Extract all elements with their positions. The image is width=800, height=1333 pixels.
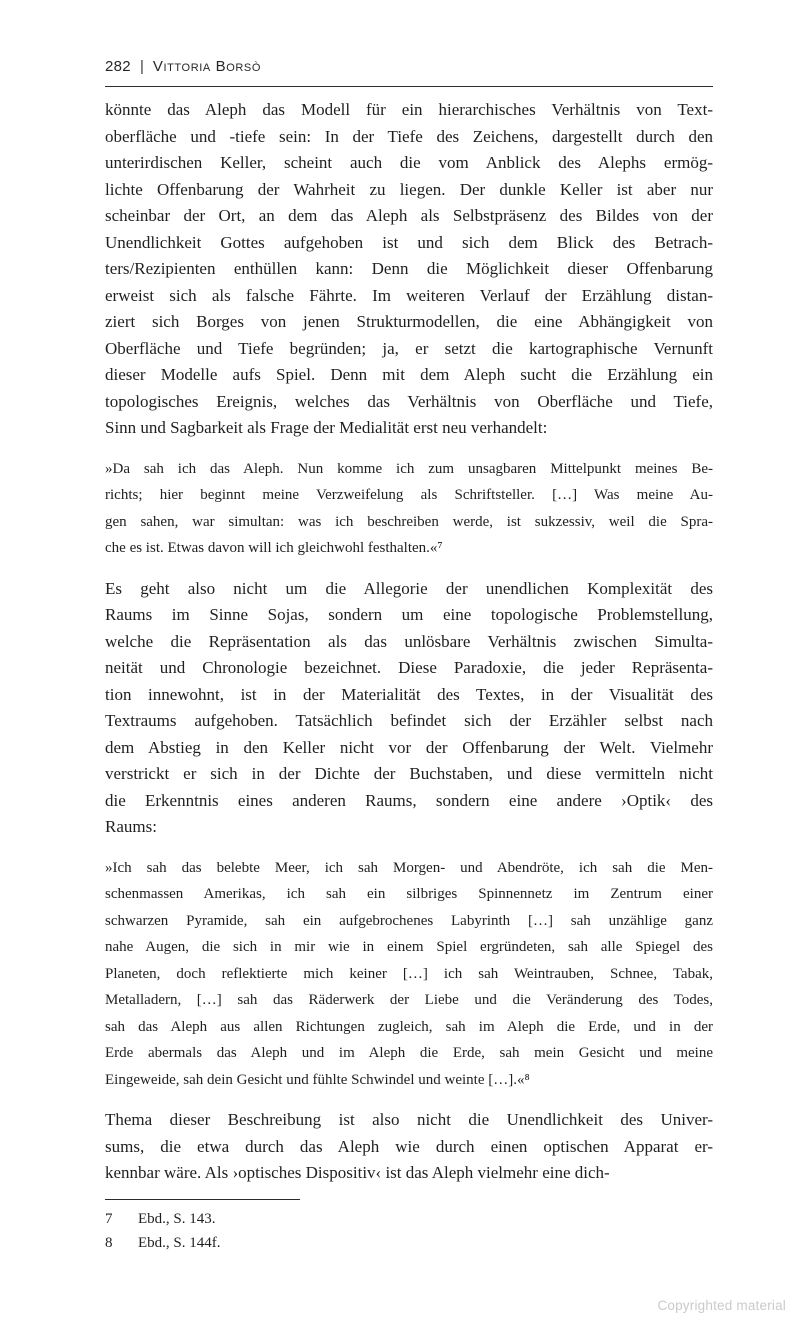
text-line: neität und Chronologie bezeichnet. Diese Paradoxie, die jeder Repräsenta- bbox=[105, 658, 713, 677]
quote-line: schenmassen Amerikas, ich sah ein silbriges Spinnennetz im Zentrum einer bbox=[105, 886, 713, 902]
text-line: dieser Modelle aufs Spiel. Denn mit dem Aleph sucht die Erzählung ein bbox=[105, 365, 713, 384]
page-number: 282 bbox=[105, 58, 131, 75]
text-line: Oberfläche und Tiefe begründen; ja, er setzt die kartographische Vernunft bbox=[105, 338, 713, 358]
quote-line: richts; hier beginnt meine Verzweifelung als Schriftsteller. […] Was meine Au- bbox=[105, 487, 713, 503]
text-line: Raums im Sinne Sojas, sondern um eine topologische Problemstellung, bbox=[105, 605, 713, 624]
quote-line: Erde abermals das Aleph und im Aleph die Erde, sah mein Gesicht und meine bbox=[105, 1045, 713, 1061]
footnote-number: 8 bbox=[105, 1234, 113, 1251]
text-line: topologisches Ereignis, welches das Verhältnis von Oberfläche und Tiefe, bbox=[105, 391, 713, 411]
text-line: Textraums aufgehoben. Tatsächlich befindet sich der Erzähler selbst nach bbox=[105, 711, 713, 730]
paragraph-3 bbox=[105, 1107, 713, 1187]
footnote-7 bbox=[105, 1207, 713, 1231]
footnote-number: 7 bbox=[105, 1210, 113, 1227]
text-line: lichte Offenbarung der Wahrheit zu liegen. Der dunkle Keller ist aber nur bbox=[105, 179, 713, 199]
text-line: dem Abstieg in den Keller nicht vor der Offenbarung der Welt. Vielmehr bbox=[105, 737, 713, 757]
book-page bbox=[105, 58, 713, 1255]
text-line: erweist sich als falsche Fährte. Im weiteren Verlauf der Erzählung distan- bbox=[105, 285, 713, 305]
text-line: unterirdischen Keller, scheint auch die vom Anblick des Alephs ermög- bbox=[105, 153, 713, 172]
quote-line: Eingeweide, sah dein Gesicht und fühlte Schwindel und weinte […].«⁸ bbox=[105, 1071, 530, 1088]
quote-line: Planeten, doch reflektierte mich keiner […] ich sah Weintrauben, Schnee, Tabak, bbox=[105, 965, 713, 982]
text-line: ziert sich Borges von jenen Strukturmodellen, die eine Abhängigkeit von bbox=[105, 312, 713, 331]
text-line: Thema dieser Beschreibung ist also nicht die Unendlichkeit des Univer- bbox=[105, 1110, 713, 1129]
text-line: tion innewohnt, ist in der Materialität des Textes, in der Visualität des bbox=[105, 684, 713, 704]
quote-line: che es ist. Etwas davon will ich gleichwohl festhalten.«⁷ bbox=[105, 540, 443, 556]
quote-line: sah das Aleph aus allen Richtungen zugleich, sah im Aleph die Erde, und in der bbox=[105, 1018, 713, 1035]
paragraph-2 bbox=[105, 576, 713, 841]
copyright-watermark: Copyrighted material bbox=[657, 1298, 786, 1313]
text-line: könnte das Aleph das Modell für ein hierarchisches Verhältnis von Text- bbox=[105, 100, 713, 119]
footnote-area bbox=[105, 1199, 713, 1255]
footnote-text: Ebd., S. 144f. bbox=[138, 1234, 221, 1251]
text-line: Es geht also nicht um die Allegorie der unendlichen Komplexität des bbox=[105, 578, 713, 598]
text-line: sums, die etwa durch das Aleph wie durch einen optischen Apparat er- bbox=[105, 1136, 713, 1156]
paragraph-1 bbox=[105, 97, 713, 442]
text-line: kennbar wäre. Als ›optisches Dispositiv‹ ist das Aleph vielmehr eine dich- bbox=[105, 1163, 610, 1182]
quote-line: »Ich sah das belebte Meer, ich sah Morgen- und Abendröte, ich sah die Men- bbox=[105, 859, 713, 876]
quote-line: »Da sah ich das Aleph. Nun komme ich zum unsagbaren Mittelpunkt meines Be- bbox=[105, 460, 713, 477]
header-separator: | bbox=[139, 58, 144, 75]
text-line: Raums: bbox=[105, 817, 157, 836]
quote-line: gen sahen, war simultan: was ich beschreiben werde, ist sukzessiv, weil die Spra- bbox=[105, 513, 713, 530]
quote-line: Metalladern, […] sah das Räderwerk der Liebe und die Veränderung des Todes, bbox=[105, 992, 713, 1008]
footnote-8 bbox=[105, 1231, 713, 1255]
author-name: Vittoria Borsò bbox=[152, 58, 262, 75]
text-line: Unendlichkeit Gottes aufgehoben ist und sich dem Blick des Betrach- bbox=[105, 232, 713, 252]
running-header bbox=[105, 58, 713, 87]
text-line: oberfläche und -tiefe sein: In der Tiefe des Zeichens, dargestellt durch den bbox=[105, 126, 713, 146]
text-line: ters/Rezipienten enthüllen kann: Denn die Möglichkeit dieser Offenbarung bbox=[105, 259, 713, 278]
text-line: scheinbar der Ort, an dem das Aleph als Selbstpräsenz des Bildes von der bbox=[105, 206, 713, 225]
text-line: verstrickt er sich in der Dichte der Buchstaben, und diese vermitteln nicht bbox=[105, 764, 713, 783]
block-quote-1 bbox=[105, 456, 713, 562]
text-line: Sinn und Sagbarkeit als Frage der Medialität erst neu verhandelt: bbox=[105, 418, 548, 437]
footnote-rule bbox=[105, 1199, 300, 1200]
quote-line: nahe Augen, die sich in mir wie in einem Spiel ergründeten, sah alle Spiegel des bbox=[105, 939, 713, 955]
text-line: welche die Repräsentation als das unlösbare Verhältnis zwischen Simulta- bbox=[105, 631, 713, 651]
block-quote-2 bbox=[105, 855, 713, 1094]
footnote-text: Ebd., S. 143. bbox=[138, 1210, 216, 1227]
quote-line: schwarzen Pyramide, sah ein aufgebrochenes Labyrinth […] sah unzählige ganz bbox=[105, 912, 713, 929]
text-line: die Erkenntnis eines anderen Raums, sondern eine andere ›Optik‹ des bbox=[105, 790, 713, 810]
